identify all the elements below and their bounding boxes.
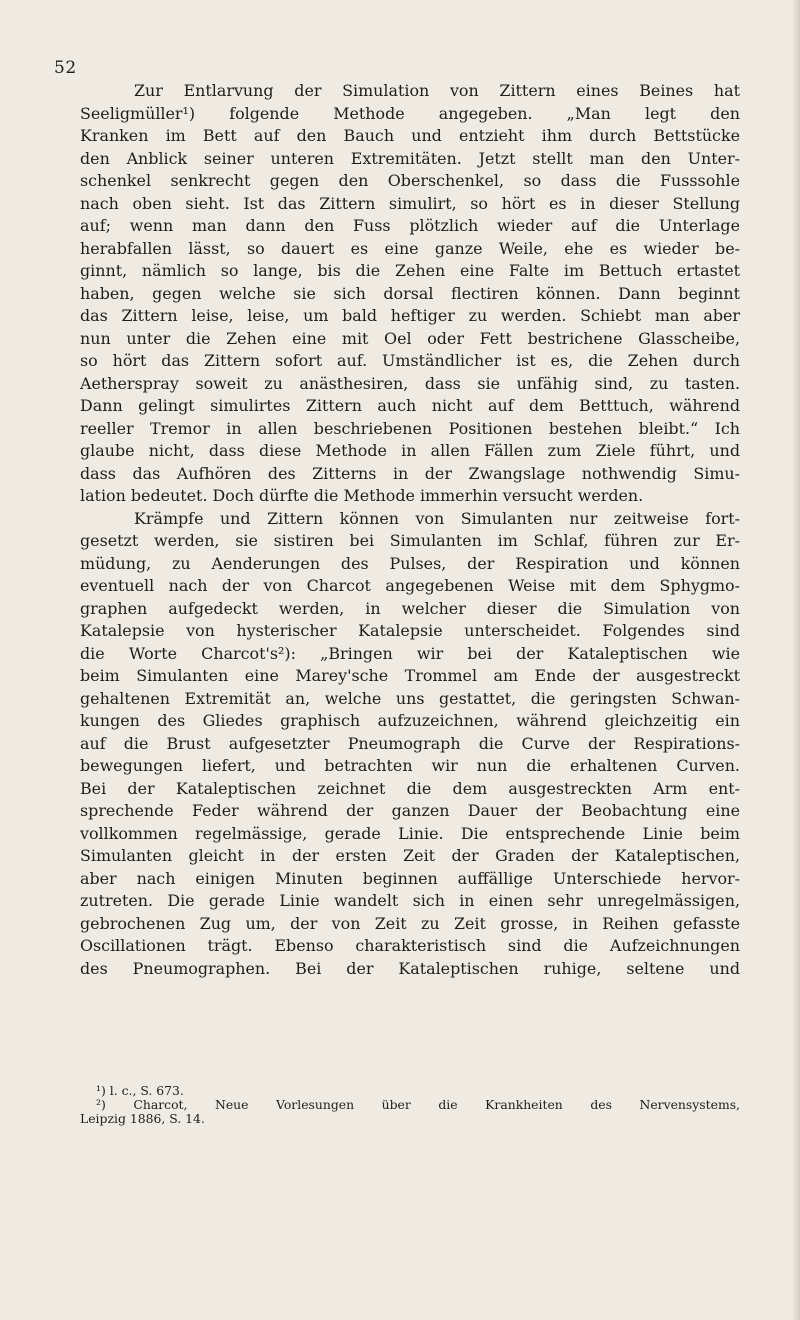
body-text [80,80,740,980]
text-line: Zur Entlarvung der Simulation von Zittern eines Beines hat [134,81,740,100]
footnote-2-continuation: Leipzig 1886, S. 14. [80,1112,205,1126]
text-line: sprechende Feder während der ganzen Dauer der Beobachtung eine [80,801,740,820]
text-line: vollkommen regelmässige, gerade Linie. Die entsprechende Linie beim [80,823,740,843]
text-line: Simulanten gleicht in der ersten Zeit der Graden der Kataleptischen, [80,846,740,865]
text-line: gebrochenen Zug um, der von Zeit zu Zeit grosse, in Reihen gefasste [80,913,740,933]
text-line: Katalepsie von hysterischer Katalepsie unterscheidet. Folgendes sind [80,621,740,640]
text-line: Kranken im Bett auf den Bauch und entzieht ihm durch Bettstücke [80,126,740,145]
text-line: kungen des Gliedes graphisch aufzuzeichnen, während gleichzeitig ein [80,711,740,730]
text-line: Bei der Kataleptischen zeichnet die dem ausgestreckten Arm ent- [80,778,740,798]
text-line: Dann gelingt simulirtes Zittern auch nicht auf dem Betttuch, während [80,396,740,415]
text-line: so hört das Zittern sofort auf. Umständlicher ist es, die Zehen durch [80,351,740,370]
text-line: schenkel senkrecht gegen den Oberschenkel, so dass die Fusssohle [80,171,740,190]
text-line: Oscillationen trägt. Ebenso charakteristisch sind die Aufzeichnungen [80,936,740,955]
text-line: gehaltenen Extremität an, welche uns gestattet, die geringsten Schwan- [80,688,740,708]
text-line: müdung, zu Aenderungen des Pulses, der Respiration und können [80,553,740,573]
footnotes [80,1084,740,1126]
text-line: nach oben sieht. Ist das Zittern simulirt, so hört es in dieser Stellung [80,193,740,213]
text-line: Krämpfe und Zittern können von Simulanten nur zeitweise fort- [134,508,740,528]
text-line: das Zittern leise, leise, um bald heftiger zu werden. Schiebt man aber [80,306,740,325]
text-line: auf; wenn man dann den Fuss plötzlich wieder auf die Unterlage [80,216,740,235]
footnote-2: ²) Charcot, Neue Vorlesungen über die Krankheiten des Nervensystems, [96,1098,740,1112]
text-line: graphen aufgedeckt werden, in welcher dieser die Simulation von [80,598,740,618]
text-line: ginnt, nämlich so lange, bis die Zehen eine Falte im Bettuch ertastet [80,261,740,280]
text-line: eventuell nach der von Charcot angegebenen Weise mit dem Sphygmo- [80,576,740,595]
text-line: auf die Brust aufgesetzter Pneumograph die Curve der Respirations- [80,733,740,753]
text-line: des Pneumographen. Bei der Kataleptischen ruhige, seltene und [80,958,740,978]
text-line: lation bedeutet. Doch dürfte die Methode immerhin versucht werden. [80,486,644,505]
text-line: zutreten. Die gerade Linie wandelt sich in einen sehr unregelmässigen, [80,891,740,910]
text-line: bewegungen liefert, und betrachten wir nun die erhaltenen Curven. [80,756,740,775]
text-line: beim Simulanten eine Marey'sche Trommel am Ende der ausgestreckt [80,666,740,685]
text-line: den Anblick seiner unteren Extremitäten. Jetzt stellt man den Unter- [80,148,740,168]
text-line: Seeligmüller¹) folgende Methode angegeben. „Man legt den [80,103,740,123]
text-line: gesetzt werden, sie sistiren bei Simulanten im Schlaf, führen zur Er- [80,531,740,550]
text-line: dass das Aufhören des Zitterns in der Zwangslage nothwendig Simu- [80,463,740,483]
text-line: die Worte Charcot's²): „Bringen wir bei der Kataleptischen wie [80,643,740,663]
footnote-1: ¹) l. c., S. 673. [96,1084,184,1098]
page-edge-shadow [792,0,800,1320]
text-line: glaube nicht, dass diese Methode in allen Fällen zum Ziele führt, und [80,441,740,460]
page-number: 52 [54,58,77,78]
text-line: herabfallen lässt, so dauert es eine ganze Weile, ehe es wieder be- [80,238,740,258]
text-line: nun unter die Zehen eine mit Oel oder Fett bestrichene Glasscheibe, [80,328,740,348]
text-line: Aetherspray soweit zu anästhesiren, dass sie unfähig sind, zu tasten. [80,373,740,393]
text-line: haben, gegen welche sie sich dorsal flectiren können. Dann beginnt [80,283,740,303]
text-line: aber nach einigen Minuten beginnen auffällige Unterschiede hervor- [80,868,740,888]
text-line: reeller Tremor in allen beschriebenen Positionen bestehen bleibt.“ Ich [80,418,740,438]
